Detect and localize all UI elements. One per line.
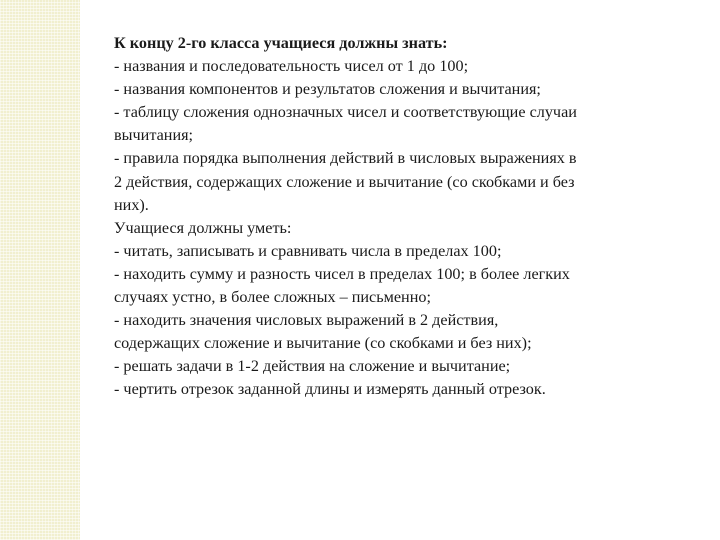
section-heading-know: К концу 2-го класса учащиеся должны знать: — [114, 34, 448, 52]
list-item: - правила порядка выполнения действий в числовых выражениях в — [114, 149, 577, 168]
list-item: - названия и последовательность чисел от 1 до 100; — [114, 57, 469, 76]
decorative-side-strip — [0, 0, 80, 540]
list-item: - чертить отрезок заданной длины и измерять данный отрезок. — [114, 380, 546, 399]
list-item: - читать, записывать и сравнивать числа в пределах 100; — [114, 241, 502, 260]
list-item-continuation: случаях устно, в более сложных – письменно; — [114, 288, 431, 307]
list-item: - находить сумму и разность чисел в пределах 100; в более легких — [114, 264, 570, 283]
list-item-continuation: 2 действия, содержащих сложение и вычитание (со скобками и без — [114, 172, 575, 191]
list-item: - названия компонентов и результатов сложения и вычитания; — [114, 80, 541, 99]
list-item-continuation: вычитания; — [114, 126, 194, 145]
section-heading-able: Учащиеся должны уметь: — [114, 218, 292, 237]
list-item: - таблицу сложения однозначных чисел и соответствующие случаи — [114, 103, 577, 122]
list-item-continuation: них). — [114, 195, 149, 214]
slide-text — [114, 32, 714, 402]
list-item-continuation: содержащих сложение и вычитание (со скобками и без них); — [114, 334, 532, 353]
list-item: - решать задачи в 1-2 действия на сложение и вычитание; — [114, 357, 511, 376]
list-item: - находить значения числовых выражений в 2 действия, — [114, 311, 499, 330]
